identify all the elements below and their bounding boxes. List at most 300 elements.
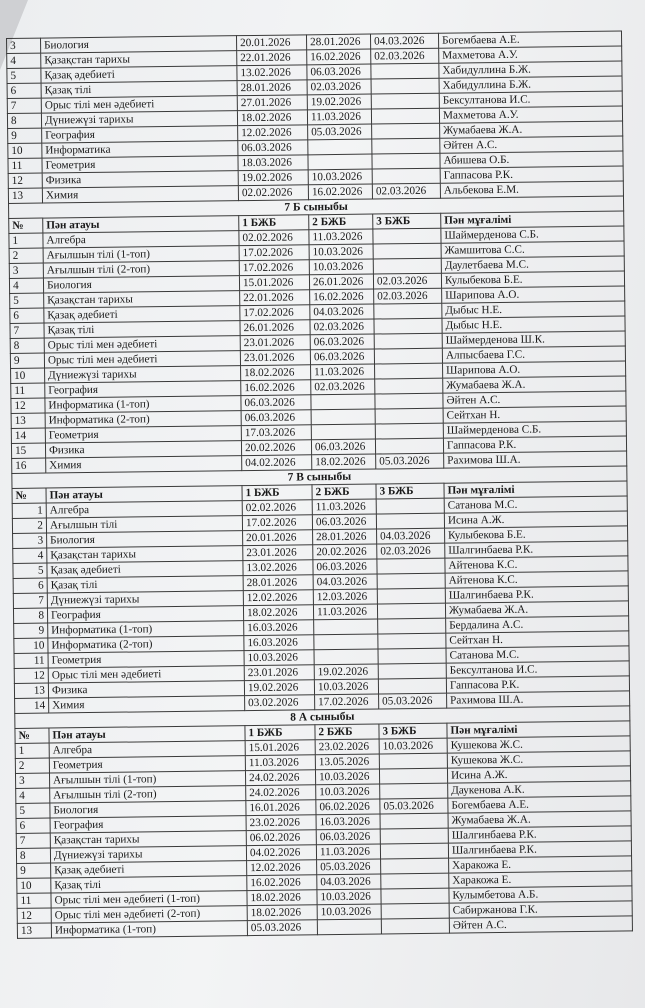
bzhb-3-date [381, 888, 449, 904]
bzhb-3-date [371, 93, 439, 109]
row-number: 13 [17, 923, 51, 938]
bzhb-2-date: 20.02.2026 [313, 544, 377, 560]
bzhb-3-date [378, 633, 446, 649]
bzhb-1-date: 06.02.2026 [246, 830, 316, 846]
bzhb-1-date: 02.02.2026 [242, 500, 312, 516]
bzhb-2-date: 12.03.2026 [313, 589, 377, 605]
section-title-text: 8 А сыныбы [15, 706, 630, 729]
bzhb-2-date: 06.03.2026 [311, 439, 375, 455]
subject-name: География [47, 606, 243, 623]
subject-name: Орыс тілі мен әдебиеті [48, 666, 244, 683]
row-number: 8 [7, 113, 41, 128]
bzhb-2-date: 10.03.2026 [309, 244, 373, 260]
subject-name: Орыс тілі мен әдебиеті (1-топ) [51, 891, 247, 908]
row-number: 12 [14, 668, 48, 683]
bzhb-2-date: 10.03.2026 [317, 904, 381, 920]
teacher-name: Айтенова К.С. [445, 556, 628, 573]
bzhb-2-date: 16.03.2026 [316, 814, 380, 830]
teacher-name: Харакожа Е. [449, 856, 632, 873]
column-header: 3 БЖБ [376, 483, 444, 499]
bzhb-1-date: 05.03.2026 [247, 920, 317, 936]
bzhb-3-date [374, 333, 442, 349]
teacher-name: Дыбыс Н.Е. [442, 316, 625, 333]
teacher-name: Шалгинбаева Р.К. [445, 541, 628, 558]
row-number: 8 [10, 338, 44, 353]
teacher-name: Шаймерденова С.Б. [443, 421, 626, 438]
bzhb-3-date [373, 243, 441, 259]
teacher-name: Богембаева А.Е. [438, 31, 621, 48]
schedule-table-body [7, 31, 633, 938]
bzhb-2-date [308, 154, 372, 170]
teacher-name: Гаппасова Р.К. [440, 166, 623, 183]
bzhb-2-date: 02.03.2026 [310, 319, 374, 335]
bzhb-1-date: 17.02.2026 [242, 515, 312, 531]
bzhb-2-date: 16.02.2026 [310, 289, 374, 305]
bzhb-1-date: 26.01.2026 [240, 320, 310, 336]
subject-name: Ағылшын тілі (1-топ) [43, 246, 239, 263]
teacher-name: Әйтен А.С. [449, 916, 632, 933]
teacher-name: Кушекова Ж.С. [447, 736, 630, 753]
bzhb-3-date [381, 873, 449, 889]
subject-name: Қазақ тілі [44, 321, 240, 338]
subject-name: Қазақстан тарихы [44, 291, 240, 308]
subject-name: Биология [41, 36, 237, 53]
row-number: 7 [16, 833, 50, 848]
subject-name: Биология [47, 531, 243, 548]
subject-name: Орыс тілі мен әдебиеті [44, 351, 240, 368]
bzhb-2-date: 10.03.2026 [308, 169, 372, 185]
bzhb-2-date: 06.02.2026 [316, 799, 380, 815]
teacher-name: Бексултанова И.С. [446, 661, 629, 678]
bzhb-1-date: 23.01.2026 [240, 335, 310, 351]
bzhb-1-date: 20.02.2026 [241, 440, 311, 456]
teacher-name: Гаппасова Р.К. [446, 676, 629, 693]
row-number: 9 [8, 128, 42, 143]
schedule-table [6, 30, 633, 938]
subject-name: Ағылшын тілі (1-топ) [49, 771, 245, 788]
teacher-name: Шарипова А.О. [443, 361, 626, 378]
subject-name: Орыс тілі мен әдебиеті [41, 96, 237, 113]
bzhb-2-date [311, 409, 375, 425]
bzhb-1-date: 06.03.2026 [241, 410, 311, 426]
subject-name: География [45, 381, 241, 398]
bzhb-2-date: 06.03.2026 [312, 514, 376, 530]
bzhb-3-date [380, 828, 448, 844]
bzhb-3-date [372, 153, 440, 169]
bzhb-2-date: 11.03.2026 [313, 604, 377, 620]
bzhb-1-date: 23.02.2026 [246, 815, 316, 831]
bzhb-2-date: 16.02.2026 [307, 49, 371, 65]
row-number: 3 [7, 38, 41, 53]
bzhb-3-date [373, 258, 441, 274]
column-header: Пән мұғалімі [441, 211, 624, 228]
bzhb-2-date: 04.03.2026 [310, 304, 374, 320]
subject-name: Қазақстан тарихы [41, 51, 237, 68]
subject-name: Информатика (2-топ) [45, 411, 241, 428]
subject-name: Орыс тілі мен әдебиеті [44, 336, 240, 353]
teacher-name: Кушекова Ж.С. [447, 751, 630, 768]
row-number: 9 [10, 353, 44, 368]
bzhb-2-date: 26.01.2026 [309, 274, 373, 290]
bzhb-1-date: 16.01.2026 [246, 800, 316, 816]
row-number: 2 [12, 518, 46, 533]
bzhb-3-date [378, 663, 446, 679]
row-number: 11 [14, 653, 48, 668]
bzhb-3-date: 02.03.2026 [373, 273, 441, 289]
subject-name: Дүниежүзі тарихы [47, 591, 243, 608]
bzhb-1-date: 16.02.2026 [241, 380, 311, 396]
column-header: 1 БЖБ [245, 725, 315, 741]
bzhb-1-date: 11.03.2026 [245, 755, 315, 771]
teacher-name: Сабиржанова Г.К. [449, 901, 632, 918]
bzhb-1-date: 15.01.2026 [245, 740, 315, 756]
teacher-name: Айтенова К.С. [445, 571, 628, 588]
bzhb-3-date [379, 753, 447, 769]
section-title-text: 7 Б сыныбы [9, 196, 624, 219]
teacher-name: Сатанова М.С. [446, 646, 629, 663]
row-number: 16 [12, 458, 46, 473]
bzhb-3-date: 05.03.2026 [376, 453, 444, 469]
row-number: 14 [11, 428, 45, 443]
bzhb-3-date [377, 588, 445, 604]
column-header: 3 БЖБ [373, 213, 441, 229]
subject-name: Ағылшын тілі (2-топ) [50, 786, 246, 803]
bzhb-1-date: 06.03.2026 [241, 395, 311, 411]
row-number: 7 [7, 98, 41, 113]
bzhb-3-date: 02.03.2026 [377, 543, 445, 559]
row-number: 9 [17, 863, 51, 878]
subject-name: Орыс тілі мен әдебиеті (2-топ) [51, 906, 247, 923]
bzhb-2-date: 10.03.2026 [316, 784, 380, 800]
bzhb-2-date: 10.03.2026 [314, 679, 378, 695]
teacher-name: Әйтен А.С. [443, 391, 626, 408]
column-header: 2 БЖБ [315, 724, 379, 740]
teacher-name: Абишева О.Б. [440, 151, 623, 168]
bzhb-3-date [378, 618, 446, 634]
bzhb-1-date: 04.02.2026 [246, 845, 316, 861]
bzhb-3-date [375, 363, 443, 379]
bzhb-3-date [372, 138, 440, 154]
bzhb-3-date [380, 843, 448, 859]
teacher-name: Шаймерденова С.Б. [441, 226, 624, 243]
bzhb-3-date [371, 78, 439, 94]
subject-name: Биология [43, 276, 239, 293]
row-number: 8 [13, 608, 47, 623]
bzhb-1-date: 13.02.2026 [237, 65, 307, 81]
bzhb-1-date: 22.01.2026 [237, 50, 307, 66]
bzhb-1-date: 18.03.2026 [238, 155, 308, 171]
teacher-name: Бердалина А.С. [446, 616, 629, 633]
row-number: 4 [7, 53, 41, 68]
teacher-name: Махметова А.У. [439, 46, 622, 63]
bzhb-2-date: 28.01.2026 [313, 529, 377, 545]
bzhb-1-date: 18.02.2026 [243, 605, 313, 621]
bzhb-3-date: 04.03.2026 [377, 528, 445, 544]
bzhb-3-date [371, 63, 439, 79]
row-number: 5 [10, 293, 44, 308]
row-number: 10 [8, 143, 42, 158]
bzhb-3-date: 02.03.2026 [371, 48, 439, 64]
bzhb-2-date: 04.03.2026 [317, 874, 381, 890]
bzhb-2-date: 06.03.2026 [316, 829, 380, 845]
bzhb-3-date [378, 648, 446, 664]
bzhb-3-date: 05.03.2026 [380, 798, 448, 814]
bzhb-2-date [314, 619, 378, 635]
teacher-name: Шалгинбаева Р.К. [448, 841, 631, 858]
subject-name: Физика [48, 681, 244, 698]
row-number: 1 [12, 503, 46, 518]
teacher-name: Харакожа Е. [449, 871, 632, 888]
row-number: 4 [9, 278, 43, 293]
column-header: 2 БЖБ [312, 484, 376, 500]
bzhb-2-date [314, 649, 378, 665]
subject-name: Информатика (1-топ) [51, 921, 247, 938]
row-number: 11 [17, 893, 51, 908]
bzhb-2-date: 11.03.2026 [316, 844, 380, 860]
bzhb-2-date: 06.03.2026 [310, 334, 374, 350]
subject-name: Информатика (1-топ) [48, 621, 244, 638]
bzhb-3-date [372, 123, 440, 139]
teacher-name: Кулыбекова Б.Е. [441, 271, 624, 288]
bzhb-3-date [378, 678, 446, 694]
teacher-name: Кулымбетова А.Б. [449, 886, 632, 903]
row-number: 15 [11, 443, 45, 458]
row-number: 5 [13, 563, 47, 578]
subject-name: Алгебра [49, 741, 245, 758]
subject-name: Қазақ тілі [47, 576, 243, 593]
bzhb-3-date [381, 903, 449, 919]
bzhb-2-date: 16.02.2026 [308, 184, 372, 200]
bzhb-2-date: 17.02.2026 [315, 694, 379, 710]
bzhb-1-date: 24.02.2026 [246, 785, 316, 801]
column-header: № [9, 218, 43, 233]
row-number: 9 [14, 623, 48, 638]
row-number: 4 [16, 788, 50, 803]
bzhb-2-date: 06.03.2026 [307, 64, 371, 80]
bzhb-1-date: 23.01.2026 [244, 665, 314, 681]
subject-name: Информатика (2-топ) [48, 636, 244, 653]
teacher-name: Хабидуллина Б.Ж. [439, 61, 622, 78]
bzhb-3-date [380, 783, 448, 799]
column-header: 2 БЖБ [309, 214, 373, 230]
bzhb-3-date: 02.03.2026 [374, 288, 442, 304]
column-header: № [15, 728, 49, 743]
column-header: Пән атауы [46, 486, 242, 503]
subject-name: Физика [45, 441, 241, 458]
bzhb-2-date: 28.01.2026 [306, 34, 370, 50]
bzhb-1-date: 24.02.2026 [245, 770, 315, 786]
column-header: Пән мұғалімі [444, 481, 627, 498]
subject-name: Қазақ әдебиеті [41, 66, 237, 83]
bzhb-3-date [376, 498, 444, 514]
bzhb-3-date [375, 408, 443, 424]
bzhb-3-date [375, 423, 443, 439]
teacher-name: Дыбыс Н.Е. [442, 301, 625, 318]
bzhb-2-date: 06.03.2026 [310, 349, 374, 365]
bzhb-1-date: 20.01.2026 [243, 530, 313, 546]
bzhb-1-date: 13.02.2026 [243, 560, 313, 576]
subject-name: Геометрия [45, 426, 241, 443]
teacher-name: Даукенова А.К. [448, 781, 631, 798]
bzhb-1-date: 17.02.2026 [239, 245, 309, 261]
teacher-name: Кулыбекова Б.Е. [445, 526, 628, 543]
subject-name: Химия [42, 186, 238, 203]
subject-name: Физика [42, 171, 238, 188]
column-header: 1 БЖБ [239, 215, 309, 231]
teacher-name: Рахимова Ш.А. [444, 451, 627, 468]
subject-name: Қазақстан тарихы [50, 831, 246, 848]
teacher-name: Даулетбаева М.С. [441, 256, 624, 273]
bzhb-1-date: 18.02.2026 [247, 890, 317, 906]
bzhb-3-date [380, 813, 448, 829]
row-number: 12 [17, 908, 51, 923]
row-number: 1 [9, 233, 43, 248]
bzhb-1-date: 19.02.2026 [244, 680, 314, 696]
bzhb-3-date [377, 573, 445, 589]
teacher-name: Хабидуллина Б.Ж. [439, 76, 622, 93]
bzhb-1-date: 18.02.2026 [241, 365, 311, 381]
bzhb-3-date [381, 858, 449, 874]
row-number: 13 [8, 188, 42, 203]
row-number: 10 [17, 878, 51, 893]
bzhb-3-date [375, 378, 443, 394]
row-number: 7 [10, 323, 44, 338]
bzhb-3-date [377, 603, 445, 619]
bzhb-3-date [374, 303, 442, 319]
bzhb-3-date [371, 108, 439, 124]
bzhb-3-date [374, 318, 442, 334]
row-number: 3 [15, 773, 49, 788]
subject-name: География [50, 816, 246, 833]
teacher-name: Шалгинбаева Р.К. [445, 586, 628, 603]
teacher-name: Богембаева А.Е. [448, 796, 631, 813]
row-number: 12 [11, 398, 45, 413]
teacher-name: Жумабаева Ж.А. [448, 811, 631, 828]
bzhb-2-date: 02.03.2026 [307, 79, 371, 95]
row-number: 13 [14, 683, 48, 698]
bzhb-3-date: 05.03.2026 [379, 693, 447, 709]
bzhb-1-date: 22.01.2026 [240, 290, 310, 306]
teacher-name: Жумабаева Ж.А. [440, 121, 623, 138]
row-number: 1 [15, 743, 49, 758]
teacher-name: Шалгинбаева Р.К. [448, 826, 631, 843]
bzhb-3-date [376, 513, 444, 529]
teacher-name: Жамшитова С.С. [441, 241, 624, 258]
row-number: 11 [8, 158, 42, 173]
bzhb-2-date: 19.02.2026 [314, 664, 378, 680]
bzhb-1-date: 02.02.2026 [238, 185, 308, 201]
bzhb-1-date: 15.01.2026 [239, 275, 309, 291]
bzhb-3-date [381, 918, 449, 934]
teacher-name: Рахимова Ш.А. [447, 691, 630, 708]
bzhb-1-date: 16.03.2026 [244, 635, 314, 651]
row-number: 4 [13, 548, 47, 563]
bzhb-3-date [375, 393, 443, 409]
bzhb-1-date: 28.01.2026 [243, 575, 313, 591]
subject-name: Қазақ тілі [51, 876, 247, 893]
row-number: 11 [11, 383, 45, 398]
row-number: 3 [9, 263, 43, 278]
bzhb-1-date: 03.02.2026 [245, 695, 315, 711]
bzhb-2-date: 10.03.2026 [317, 889, 381, 905]
subject-name: Химия [49, 696, 245, 713]
subject-name: Қазақ тілі [41, 81, 237, 98]
bzhb-2-date [314, 634, 378, 650]
row-number: 13 [11, 413, 45, 428]
column-header: Пән атауы [43, 216, 239, 233]
teacher-name: Шарипова А.О. [442, 286, 625, 303]
column-header: Пән мұғалімі [447, 721, 630, 738]
teacher-name: Сейтхан Н. [446, 631, 629, 648]
row-number: 3 [13, 533, 47, 548]
subject-name: Дүниежүзі тарихы [45, 366, 241, 383]
subject-name: Информатика (1-топ) [45, 396, 241, 413]
column-header: № [12, 488, 46, 503]
bzhb-1-date: 16.02.2026 [247, 875, 317, 891]
bzhb-1-date: 12.02.2026 [247, 860, 317, 876]
row-number: 2 [9, 248, 43, 263]
bzhb-1-date: 12.02.2026 [238, 125, 308, 141]
teacher-name: Алпысбаева Г.С. [442, 346, 625, 363]
bzhb-2-date: 18.02.2026 [312, 454, 376, 470]
bzhb-1-date: 19.02.2026 [238, 170, 308, 186]
subject-name: Дүниежүзі тарихы [41, 111, 237, 128]
bzhb-1-date: 23.01.2026 [243, 545, 313, 561]
row-number: 6 [10, 308, 44, 323]
bzhb-3-date [377, 558, 445, 574]
bzhb-1-date: 18.02.2026 [247, 905, 317, 921]
subject-name: Биология [50, 801, 246, 818]
bzhb-2-date: 11.03.2026 [311, 364, 375, 380]
teacher-name: Шаймерденова Ш.К. [442, 331, 625, 348]
bzhb-2-date: 10.03.2026 [309, 259, 373, 275]
bzhb-1-date: 28.01.2026 [237, 80, 307, 96]
bzhb-1-date: 17.02.2026 [240, 305, 310, 321]
teacher-name: Исина А.Ж. [447, 766, 630, 783]
bzhb-1-date: 04.02.2026 [242, 455, 312, 471]
schedule-document [6, 30, 633, 938]
teacher-name: Әйтен А.С. [440, 136, 623, 153]
bzhb-3-date [373, 228, 441, 244]
subject-name: Геометрия [48, 651, 244, 668]
bzhb-2-date: 11.03.2026 [309, 229, 373, 245]
bzhb-2-date [311, 394, 375, 410]
bzhb-2-date: 23.02.2026 [315, 739, 379, 755]
column-header: Пән атауы [49, 726, 245, 743]
bzhb-1-date: 10.03.2026 [244, 650, 314, 666]
bzhb-1-date: 16.03.2026 [244, 620, 314, 636]
row-number: 10 [14, 638, 48, 653]
bzhb-3-date [372, 168, 440, 184]
bzhb-1-date: 27.01.2026 [237, 95, 307, 111]
subject-name: Қазақстан тарихы [47, 546, 243, 563]
bzhb-2-date [317, 919, 381, 935]
bzhb-2-date: 02.03.2026 [311, 379, 375, 395]
subject-name: Алгебра [46, 501, 242, 518]
subject-name: Дүниежүзі тарихы [50, 846, 246, 863]
subject-name: Қазақ әдебиеті [51, 861, 247, 878]
teacher-name: Сатанова М.С. [444, 496, 627, 513]
row-number: 7 [13, 593, 47, 608]
subject-name: Химия [46, 456, 242, 473]
bzhb-2-date: 05.03.2026 [317, 859, 381, 875]
row-number: 6 [13, 578, 47, 593]
bzhb-3-date [375, 438, 443, 454]
row-number: 2 [15, 758, 49, 773]
teacher-name: Махметова А.У. [439, 106, 622, 123]
subject-name: Геометрия [42, 156, 238, 173]
bzhb-2-date: 05.03.2026 [308, 124, 372, 140]
